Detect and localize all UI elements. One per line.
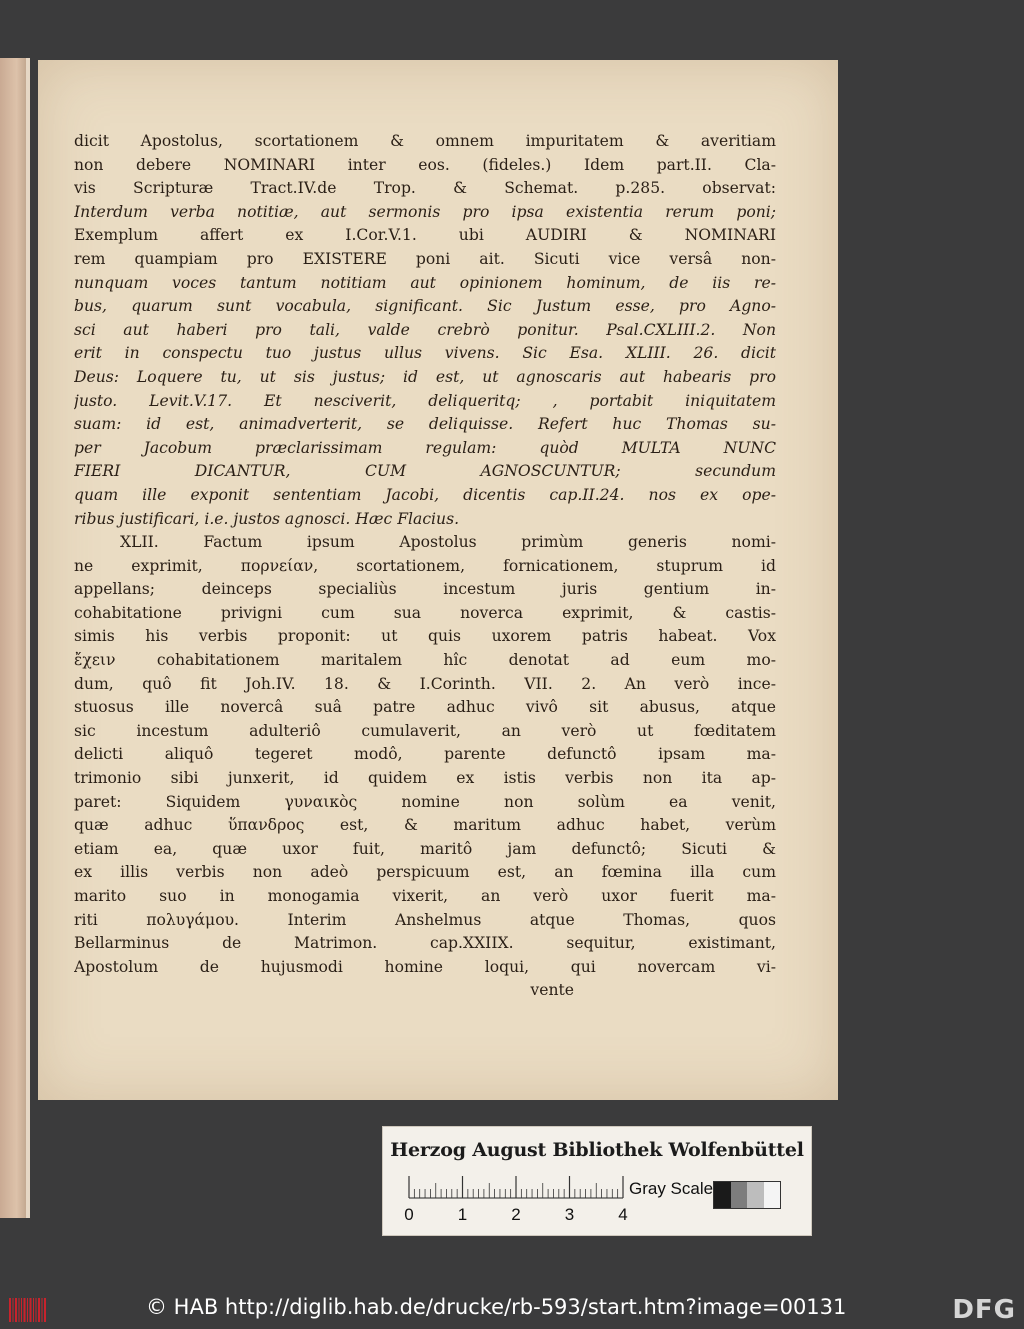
ruler-number: 0 (404, 1205, 414, 1224)
gray-swatch (747, 1182, 764, 1208)
ruler-number: 1 (457, 1205, 468, 1224)
gray-swatch (764, 1182, 781, 1208)
logo-bar (13, 1298, 14, 1322)
text-line: Exemplum affert ex I.Cor.V.1. ubi AUDIRI & NOMINARI (74, 226, 776, 245)
gray-scale-swatches (713, 1181, 781, 1209)
text-line: etiam ea, quæ uxor fuit, maritô jam defunctô; Sicuti & (74, 839, 776, 858)
logo-bar (21, 1298, 22, 1322)
text-line: paret: Siquidem γυναικὸς nomine non solùm ea venit, (74, 792, 776, 811)
text-line: dicit Apostolus, scortationem & omnem impuritatem & averitiam (74, 132, 776, 150)
text-line: simis his verbis proponit: ut quis uxorem patris habeat. Vox (74, 627, 776, 646)
ruler-numbers (401, 1205, 641, 1227)
text-line: XLII. Factum ipsum Apostolus primùm generis nomi- (120, 533, 776, 552)
text-line: quam ille exponit sententiam Jacobi, dicentis cap.II.24. nos ex ope- (74, 485, 776, 504)
ruler-number: 2 (511, 1205, 521, 1224)
logo-bar (9, 1298, 11, 1322)
ruler-number: 3 (564, 1205, 575, 1224)
text-line: delicti aliquô tegeret modô, parente defunctô ipsam ma- (74, 745, 776, 764)
text-line: marito suo in monogamia vixerit, an verò uxor fuerit ma- (74, 887, 776, 905)
logo-bar (24, 1298, 26, 1322)
text-line: stuosus ille novercâ suâ patre adhuc vivô sit abusus, atque (74, 698, 776, 717)
logo-bar (19, 1298, 20, 1322)
ruler-number: 4 (618, 1205, 628, 1224)
text-line: non debere NOMINARI inter eos. (fideles.) Idem part.II. Cla- (74, 155, 776, 174)
text-line: suam: id est, animadverterit, se deliquisse. Refert huc Thomas su- (74, 415, 776, 434)
text-line: cohabitatione privigni cum sua noverca exprimit, & castis- (74, 603, 776, 622)
previous-page-edge (0, 58, 30, 1218)
text-line: riti πολυγάμου. Interim Anshelmus atque Thomas, quos (74, 910, 776, 929)
logo-bar (36, 1298, 37, 1322)
ruler-scale (407, 1175, 625, 1199)
text-line: ex illis verbis non adeò perspicuum est, an fœmina illa cum (74, 863, 776, 882)
library-color-target-card (382, 1126, 812, 1236)
logo-bar (27, 1298, 28, 1322)
footer-bar (0, 1290, 1024, 1329)
text-line: Bellarminus de Matrimon. cap.XXIIX. sequitur, existimant, (74, 934, 776, 953)
text-line: ne exprimit, πορνείαν, scortationem, fornicationem, stuprum id (74, 556, 776, 575)
text-line: FIERI DICANTUR, CUM AGNOSCUNTUR; secundum (74, 462, 776, 481)
gray-swatch (731, 1182, 748, 1208)
text-line: Deus: Loquere tu, ut sis justus; id est, ut agnoscaris aut habearis pro (74, 367, 776, 386)
logo-bar (38, 1298, 40, 1322)
text-line: Apostolum de hujusmodi homine loqui, qui novercam vi- (74, 957, 776, 976)
text-line: sic incestum adulteriô cumulaverit, an verò ut fœditatem (74, 721, 776, 740)
dfg-logo-icon: DFG (952, 1295, 1016, 1325)
copyright-link[interactable]: © HAB http://diglib.hab.de/drucke/rb-593/start.htm?image=00131 (146, 1295, 847, 1319)
text-line: appellans; deinceps specialiùs incestum juris gentium in- (74, 580, 776, 599)
logo-bar (15, 1298, 17, 1322)
logo-bar (30, 1298, 32, 1322)
text-line: dum, quô fit Joh.IV. 18. & I.Corinth. VII. 2. An verò ince- (74, 674, 776, 693)
text-line: sci aut haberi pro tali, valde crebrò ponitur. Psal.CXLIII.2. Non (74, 320, 776, 339)
text-line: justo. Levit.V.17. Et nesciverit, deliqueritq; , portabit iniquitatem (74, 391, 776, 410)
logo-bar (42, 1298, 43, 1322)
text-line: bus, quarum sunt vocabula, significant. Sic Justum esse, pro Agno- (74, 297, 776, 316)
gray-scale-label: Gray Scale (629, 1179, 714, 1198)
hab-barcode-icon (8, 1296, 48, 1324)
scanned-page (38, 60, 838, 1100)
text-line: Interdum verba notitiæ, aut sermonis pro ipsa existentia rerum poni; (74, 202, 776, 221)
text-line: trimonio sibi junxerit, id quidem ex istis verbis non ita ap- (74, 769, 776, 788)
text-line: ribus justificari, i.e. justos agnosci. Hæc Flacius. (74, 509, 460, 528)
logo-bar (44, 1298, 46, 1322)
text-line: nunquam voces tantum notitiam aut opinionem hominum, de iis re- (74, 273, 776, 292)
text-line: quæ adhuc ὕπανδρος est, & maritum adhuc habet, verùm (74, 816, 776, 835)
text-line: per Jacobum præclarissimam regulam: quòd MULTA NUNC (74, 438, 776, 457)
page-text-block (74, 130, 776, 1003)
text-line: ἔχειν cohabitationem maritalem hîc denotat ad eum mo- (74, 651, 776, 670)
text-line: vente (530, 981, 574, 1000)
text-line: rem quampiam pro EXISTERE poni ait. Sicuti vice versâ non- (74, 249, 776, 268)
text-line: erit in conspectu tuo justus ullus vivens. Sic Esa. XLIII. 26. dicit (74, 344, 776, 363)
text-line: vis Scripturæ Tract.IV.de Trop. & Schemat. p.285. observat: (74, 179, 776, 198)
library-name: Herzog August Bibliothek Wolfenbüttel (390, 1139, 804, 1161)
logo-bar (33, 1298, 34, 1322)
gray-swatch (714, 1182, 731, 1208)
